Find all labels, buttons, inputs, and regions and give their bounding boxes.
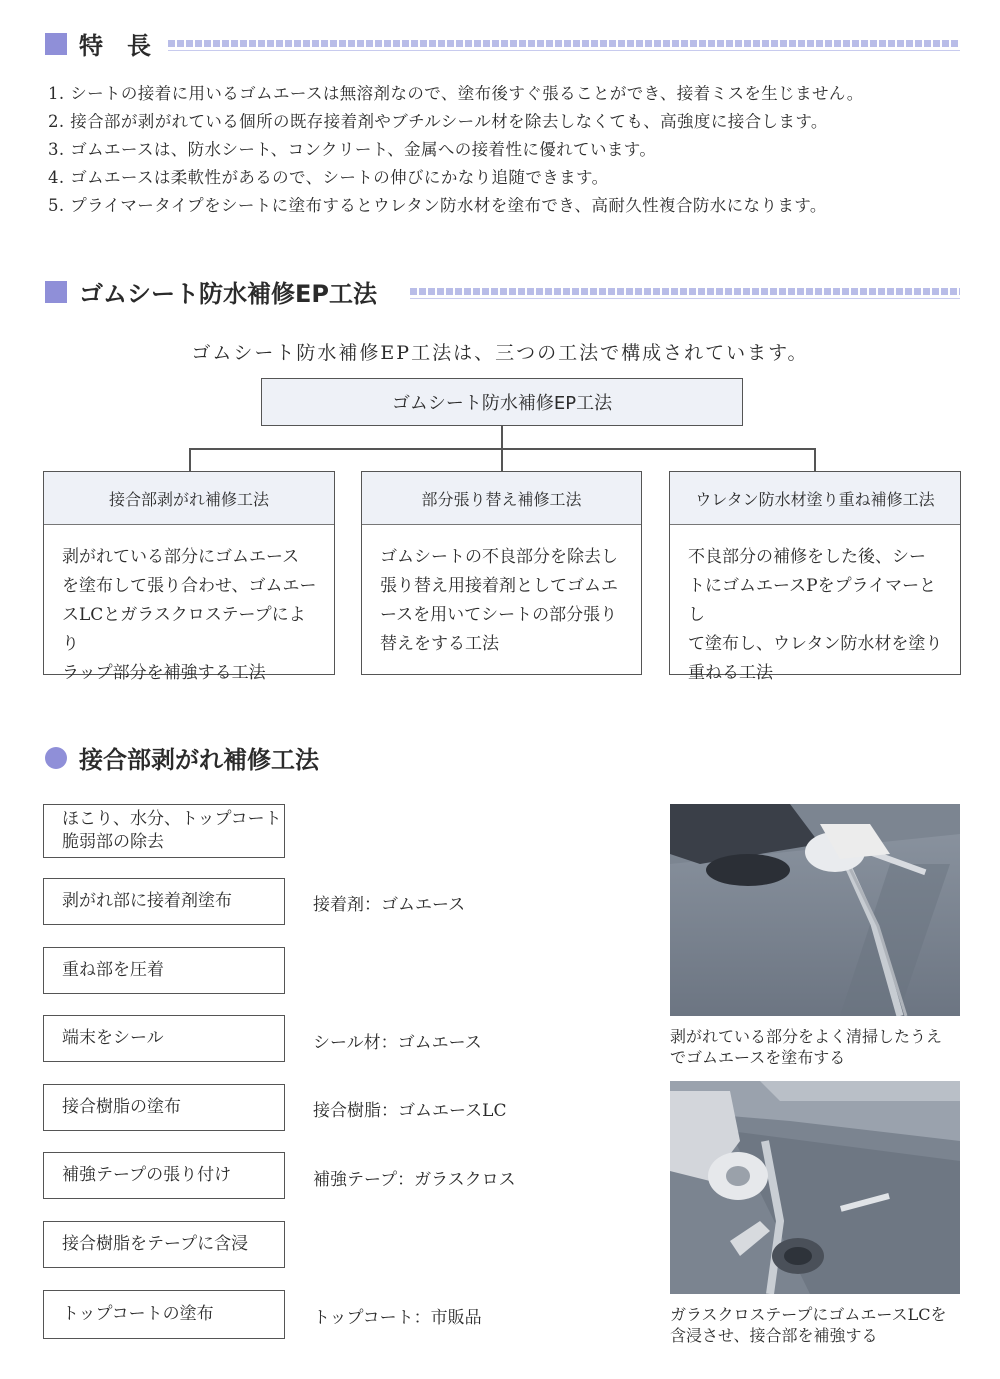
step-label: 端末をシール (62, 1028, 164, 1048)
step-material: シール材：ゴムエース (313, 1033, 482, 1053)
text-line: ースを用いてシートの部分張り (380, 605, 618, 625)
connector-line (501, 448, 503, 471)
flow-step (43, 804, 285, 858)
photo-image (670, 1081, 960, 1294)
method-box-partial (361, 471, 642, 675)
step-label: ほこり、水分、トップコート (62, 809, 282, 829)
feature-item: 3. ゴムエースは、防水シート、コンクリート、金属への接着性に優れています。 (48, 140, 657, 159)
square-bullet-icon (45, 33, 67, 55)
method-box-text (362, 525, 641, 659)
step-material: 接着剤：ゴムエース (313, 895, 466, 915)
step-label: 剥がれ部に接着剤塗布 (62, 891, 232, 911)
photo-applying-adhesive (670, 804, 960, 1016)
caption-line: 剥がれている部分をよく清掃したうえ (670, 1027, 943, 1046)
text-line: て塗布し、ウレタン防水材を塗り (688, 634, 943, 654)
method-heading (45, 274, 377, 309)
connector-line (189, 448, 191, 471)
flow-step (43, 1290, 285, 1339)
text-line: ラップ部分を補強する工法 (62, 663, 266, 683)
caption-line: 含浸させ、接合部を補強する (670, 1326, 878, 1345)
method-box-title: ウレタン防水材塗り重ね補修工法 (670, 472, 960, 525)
step-label: トップコートの塗布 (62, 1304, 214, 1324)
connector-line (501, 426, 503, 448)
text-line: を塗布して張り合わせ、ゴムエー (62, 576, 317, 596)
photo-caption (670, 1026, 970, 1068)
method-box-title: 接合部剥がれ補修工法 (44, 472, 334, 525)
text-line: 不良部分の補修をした後、シー (688, 547, 926, 567)
text-line: 替えをする工法 (380, 634, 499, 654)
text-line: 剥がれている部分にゴムエース (62, 547, 300, 567)
method-title: ゴムシート防水補修EP工法 (79, 280, 377, 308)
flow-step (43, 1084, 285, 1131)
step-material: 補強テープ：ガラスクロス (313, 1170, 516, 1190)
method-root-label: ゴムシート防水補修EP工法 (391, 393, 613, 414)
caption-line: でゴムエースを塗布する (670, 1048, 846, 1067)
text-line: 張り替え用接着剤としてゴムエ (380, 576, 618, 596)
flow-step (43, 1152, 285, 1199)
photo-caption (670, 1304, 970, 1346)
flow-step (43, 1015, 285, 1062)
method-box-title: 部分張り替え補修工法 (362, 472, 641, 525)
joint-title: 接合部剥がれ補修工法 (79, 746, 319, 774)
flow-step (43, 878, 285, 925)
photo-reinforcing-tape (670, 1081, 960, 1294)
joint-heading (45, 740, 319, 775)
square-bullet-icon (45, 281, 67, 303)
text-line: トにゴムエースPをプライマーとし (688, 576, 937, 625)
step-label: 補強テープの張り付け (62, 1165, 232, 1185)
heading-rule (168, 40, 960, 47)
text-line: スLCとガラスクロステープにより (62, 605, 306, 654)
method-box-urethane (669, 471, 961, 683)
photo-image (670, 804, 960, 1016)
caption-line: ガラスクロステープにゴムエースLCを (670, 1305, 947, 1324)
features-title: 特 長 (79, 32, 151, 60)
step-label: 脆弱部の除去 (62, 832, 164, 852)
features-list (48, 80, 988, 220)
feature-item: 1. シートの接着に用いるゴムエースは無溶剤なので、塗布後すぐ張ることができ、接着ミスを生じません。 (48, 84, 864, 103)
step-material: 接合樹脂：ゴムエースLC (313, 1101, 507, 1121)
connector-line (814, 448, 816, 471)
flow-step (43, 947, 285, 994)
method-intro: ゴムシート防水補修EP工法は、三つの工法で構成されています。 (191, 342, 809, 364)
step-label: 重ね部を圧着 (62, 960, 164, 980)
method-root-box (261, 378, 743, 426)
text-line: ゴムシートの不良部分を除去し (380, 547, 618, 567)
text-line: 重ねる工法 (688, 663, 773, 683)
method-box-joint (43, 471, 335, 683)
circle-bullet-icon (45, 747, 67, 769)
heading-rule (410, 288, 960, 295)
feature-item: 2. 接合部が剥がれている個所の既存接着剤やブチルシール材を除去しなくても、高強度に接合します。 (48, 112, 828, 131)
step-material: トップコート：市販品 (313, 1308, 482, 1328)
features-heading (45, 26, 151, 61)
method-box-text (670, 525, 960, 688)
method-box-text (44, 525, 334, 688)
step-label: 接合樹脂の塗布 (62, 1097, 181, 1117)
feature-item: 5. プライマータイプをシートに塗布するとウレタン防水材を塗布でき、高耐久性複合防水になります。 (48, 196, 827, 215)
flow-step (43, 1221, 285, 1268)
step-label: 接合樹脂をテープに含浸 (62, 1234, 249, 1254)
feature-item: 4. ゴムエースは柔軟性があるので、シートの伸びにかなり追随できます。 (48, 168, 609, 187)
